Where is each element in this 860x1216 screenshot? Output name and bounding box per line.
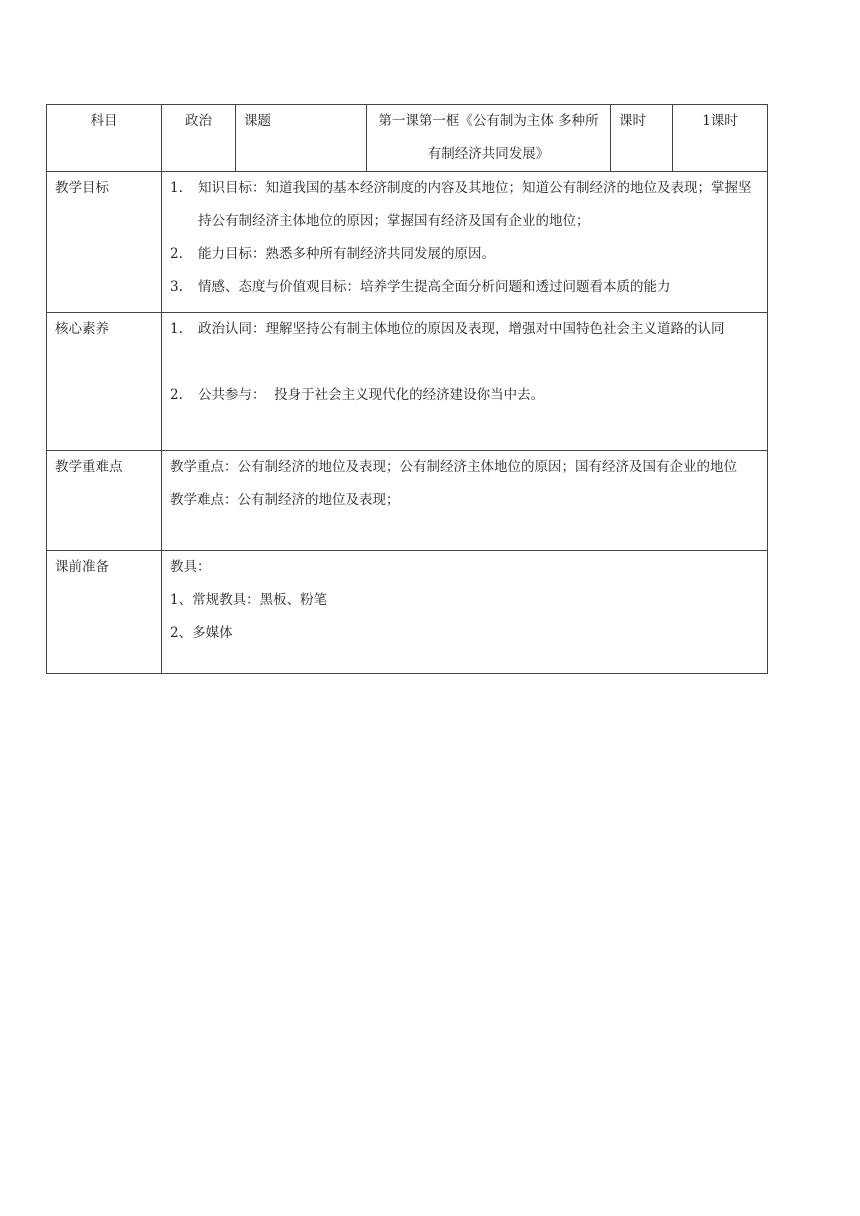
goals-label: 教学目标 xyxy=(47,172,162,313)
topic-value: 第一课第一框《公有制为主体 多种所有制经济共同发展》 xyxy=(367,105,611,172)
key-points-row xyxy=(47,451,768,551)
subject-value: 政治 xyxy=(162,105,236,172)
goal-item xyxy=(170,271,759,304)
preparation-line: 2、多媒体 xyxy=(170,625,233,641)
preparation-content xyxy=(162,551,768,674)
goals-row xyxy=(47,172,768,313)
core-literacy-content xyxy=(162,313,768,451)
preparation-label: 课前准备 xyxy=(47,551,162,674)
goal-item-number: 2. xyxy=(170,246,183,262)
teaching-focus: 教学重点：公有制经济的地位及表现；公有制经济主体地位的原因；国有经济及国有企业的地位 xyxy=(170,459,737,475)
goal-item xyxy=(170,172,759,238)
goal-item-number: 3. xyxy=(170,279,183,295)
core-item-text: 公共参与： 投身于社会主义现代化的经济建设你当中去。 xyxy=(198,387,545,403)
preparation-line: 1、常规教具：黑板、粉笔 xyxy=(170,592,328,608)
topic-label: 课题 xyxy=(236,105,367,172)
spacer xyxy=(170,346,759,379)
goal-item-number: 1. xyxy=(170,180,183,196)
hours-label: 课时 xyxy=(611,105,673,172)
preparation-row xyxy=(47,551,768,674)
key-points-label: 教学重难点 xyxy=(47,451,162,551)
core-item-text: 政治认同：理解坚持公有制主体地位的原因及表现，增强对中国特色社会主义道路的认同 xyxy=(198,321,725,337)
core-item xyxy=(170,313,759,346)
teaching-difficulty: 教学难点：公有制经济的地位及表现； xyxy=(170,492,400,508)
header-row xyxy=(47,105,768,172)
goal-item-text: 情感、态度与价值观目标：培养学生提高全面分析问题和透过问题看本质的能力 xyxy=(198,279,671,295)
hours-value: 1课时 xyxy=(673,105,768,172)
goal-item xyxy=(170,238,759,271)
subject-label: 科目 xyxy=(47,105,162,172)
core-literacy-label: 核心素养 xyxy=(47,313,162,451)
preparation-title: 教具： xyxy=(170,559,211,575)
core-item-number: 2. xyxy=(170,387,183,403)
core-item-number: 1. xyxy=(170,321,183,337)
core-item xyxy=(170,379,759,412)
core-literacy-row xyxy=(47,313,768,451)
goal-item-text: 能力目标：熟悉多种所有制经济共同发展的原因。 xyxy=(198,246,495,262)
key-points-content xyxy=(162,451,768,551)
lesson-plan-table xyxy=(46,104,768,674)
goal-item-text: 知识目标：知道我国的基本经济制度的内容及其地位；知道公有制经济的地位及表现；掌握坚持公有制经济主体地位的原因；掌握国有经济及国有企业的地位； xyxy=(198,180,752,229)
goals-content xyxy=(162,172,768,313)
